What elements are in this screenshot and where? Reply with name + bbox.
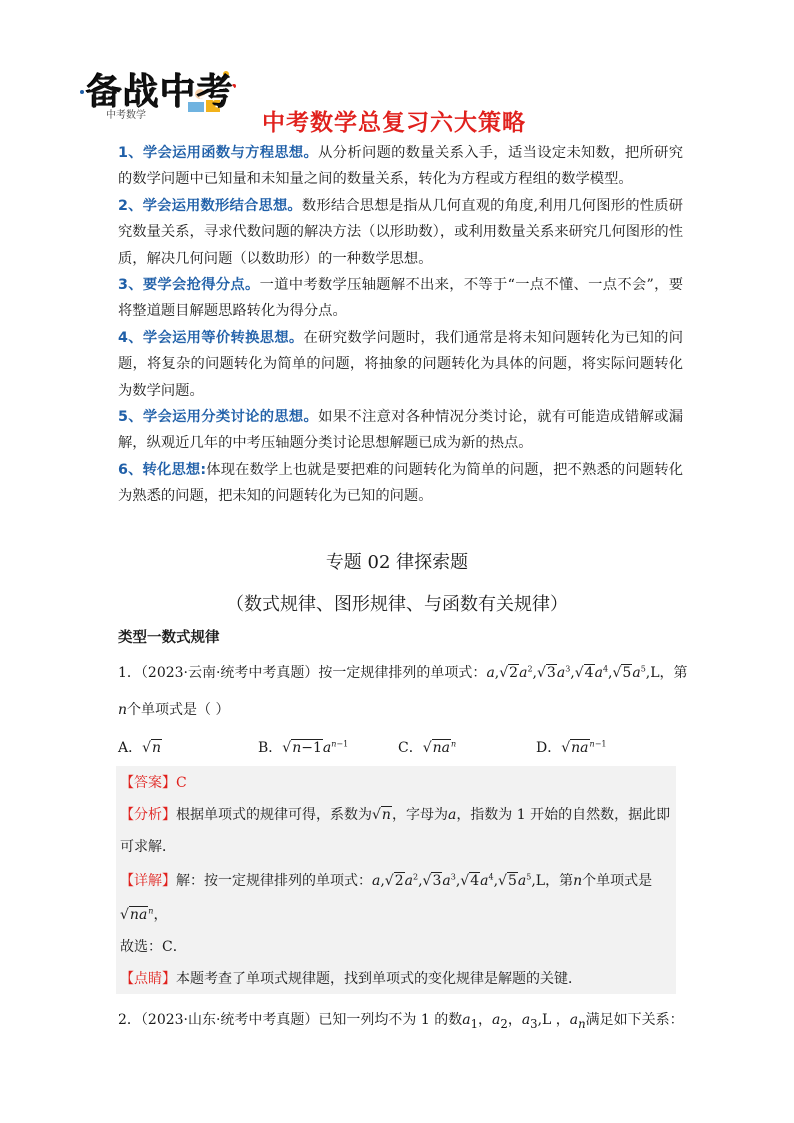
page-title: 中考数学总复习六大策略	[262, 110, 526, 136]
comment-tag: 【点睛】	[120, 971, 176, 987]
answer-line	[120, 772, 672, 792]
variable-n: n	[118, 702, 128, 718]
strategy-list	[118, 140, 683, 510]
strategy-head: 3、要学会抢得分点。	[118, 277, 260, 294]
choice-c[interactable]: C．$√na^n$	[398, 739, 457, 756]
choice-d[interactable]: D．$√na^{n-1}$	[536, 739, 607, 756]
monomial-sequence: $a,√2a^2,√3a^3,√4a^4,√5a^5,L$	[486, 664, 660, 681]
strategy-body: 如果不注意对各种情况分类讨论，就有可能造成错解或漏解，纵观近几年的中考压轴题分类讨论思想解题已成为新的热点。	[118, 409, 683, 452]
strategy-body: 体现在数学上也就是要把难的问题转化为简单的问题，把不熟悉的问题转化为熟悉的问题，把未知的问题转化为已知的问题。	[118, 461, 684, 505]
strategy-item	[118, 140, 683, 193]
answer-box	[116, 766, 676, 994]
detail-line: 【详解】解：按一定规律排列的单项式：$a,√2a^2,√3a^3,√4a^4,√5a^5,L$，第n个单项式是	[120, 872, 653, 889]
detail-text: 解：按一定规律排列的单项式：	[176, 873, 372, 889]
choice-label: C．	[398, 740, 423, 756]
strategy-item	[118, 404, 683, 457]
detail-line-2: $√na^n$，	[120, 906, 168, 923]
topic-subtitle: （数式规律、图形规律、与函数有关规律）	[226, 594, 568, 615]
comment-text: 本题考查了单项式规律题，找到单项式的变化规律是解题的关键．	[176, 971, 582, 987]
choice-b[interactable]: B．$√n-1a^{n-1}$	[258, 739, 349, 756]
analysis-tag: 【分析】	[120, 807, 176, 823]
strategy-item	[118, 272, 683, 325]
logo	[76, 62, 244, 126]
strategy-item	[118, 457, 683, 510]
detail-text: 个单项式是	[582, 873, 653, 889]
detail-tag: 【详解】	[120, 873, 176, 889]
question-2: 2．（2023·山东·统考中考真题）已知一列均不为 1 的数$a_1$，$a_2$，$a_3,L$ ，$a_n$满足如下关系：	[118, 1012, 684, 1031]
answer-tag: 【答案】	[120, 775, 176, 791]
analysis-text: ，指数为 1 开始的自然数，据此即	[456, 807, 671, 823]
strategy-body: 从分析问题的数量关系入手，适当设定未知数，把所研究的数学问题中已知量和未知量之间的数量关系，转化为方程或方程组的数学模型。	[118, 145, 683, 188]
type-heading: 类型一数式规律	[118, 630, 220, 646]
question-1-suffix: ，第	[659, 665, 688, 681]
comment-line	[120, 968, 672, 988]
answer-value: C	[176, 775, 187, 791]
strategy-body: 在研究数学问题时，我们通常是将未知问题转化为已知的问题，将复杂的问题转化为简单的问题，将抽象的问题转化为具体的问题，将实际问题转化为数学问题。	[118, 329, 684, 399]
strategy-body: 一道中考数学压轴题解不出来，不等于“一点不懂、一点不会”，要将整道题目解题思路转化为得分点。	[118, 277, 683, 320]
analysis-text: ，字母为	[391, 807, 448, 823]
analysis-text: 根据单项式的规律可得，系数为	[176, 807, 372, 823]
question-1-line2	[118, 699, 688, 719]
strategy-head: 5、学会运用分类讨论的思想。	[118, 409, 319, 426]
question-2-tail: 满足如下关系：	[585, 1012, 684, 1028]
question-2-text: 2．（2023·山东·统考中考真题）已知一列均不为 1 的数	[118, 1012, 463, 1028]
strategy-head: 2、学会运用数形结合思想。	[118, 197, 302, 214]
strategy-body: 数形结合思想是指从几何直观的角度,利用几何图形的性质研究数量关系，寻求代数问题的解决方法（以形助数），或利用数量关系来研究几何图形的性质，解决几何问题（以数助形）的一种数学思想。	[118, 197, 683, 267]
analysis-line-2: 可求解．	[120, 839, 176, 855]
question-1-prefix: 1．（2023·云南·统考中考真题）按一定规律排列的单项式：	[118, 665, 487, 681]
choice-label: A．	[118, 740, 143, 756]
analysis-line: 【分析】根据单项式的规律可得，系数为√n，字母为a，指数为 1 开始的自然数，据此即	[120, 807, 671, 823]
strategy-head: 4、学会运用等价转换思想。	[118, 329, 304, 346]
logo-subtitle: 中考数学	[106, 110, 146, 121]
strategy-head: 6、转化思想:	[118, 461, 207, 478]
choice-a[interactable]: A．√n	[118, 740, 162, 756]
topic-title: 专题 02 律探索题	[325, 552, 469, 573]
question-1-stem: 个单项式是（ ）	[127, 702, 230, 718]
detail-line-3: 故选：C．	[120, 939, 187, 955]
strategy-item	[118, 193, 683, 272]
choice-label: B．	[258, 740, 283, 756]
detail-text: ，第	[545, 873, 574, 889]
question-1	[118, 662, 688, 682]
strategy-item	[118, 325, 683, 404]
logo-text: 备战中考	[86, 72, 235, 113]
choice-label: D．	[536, 740, 562, 756]
strategy-head: 1、学会运用函数与方程思想。	[118, 145, 319, 161]
